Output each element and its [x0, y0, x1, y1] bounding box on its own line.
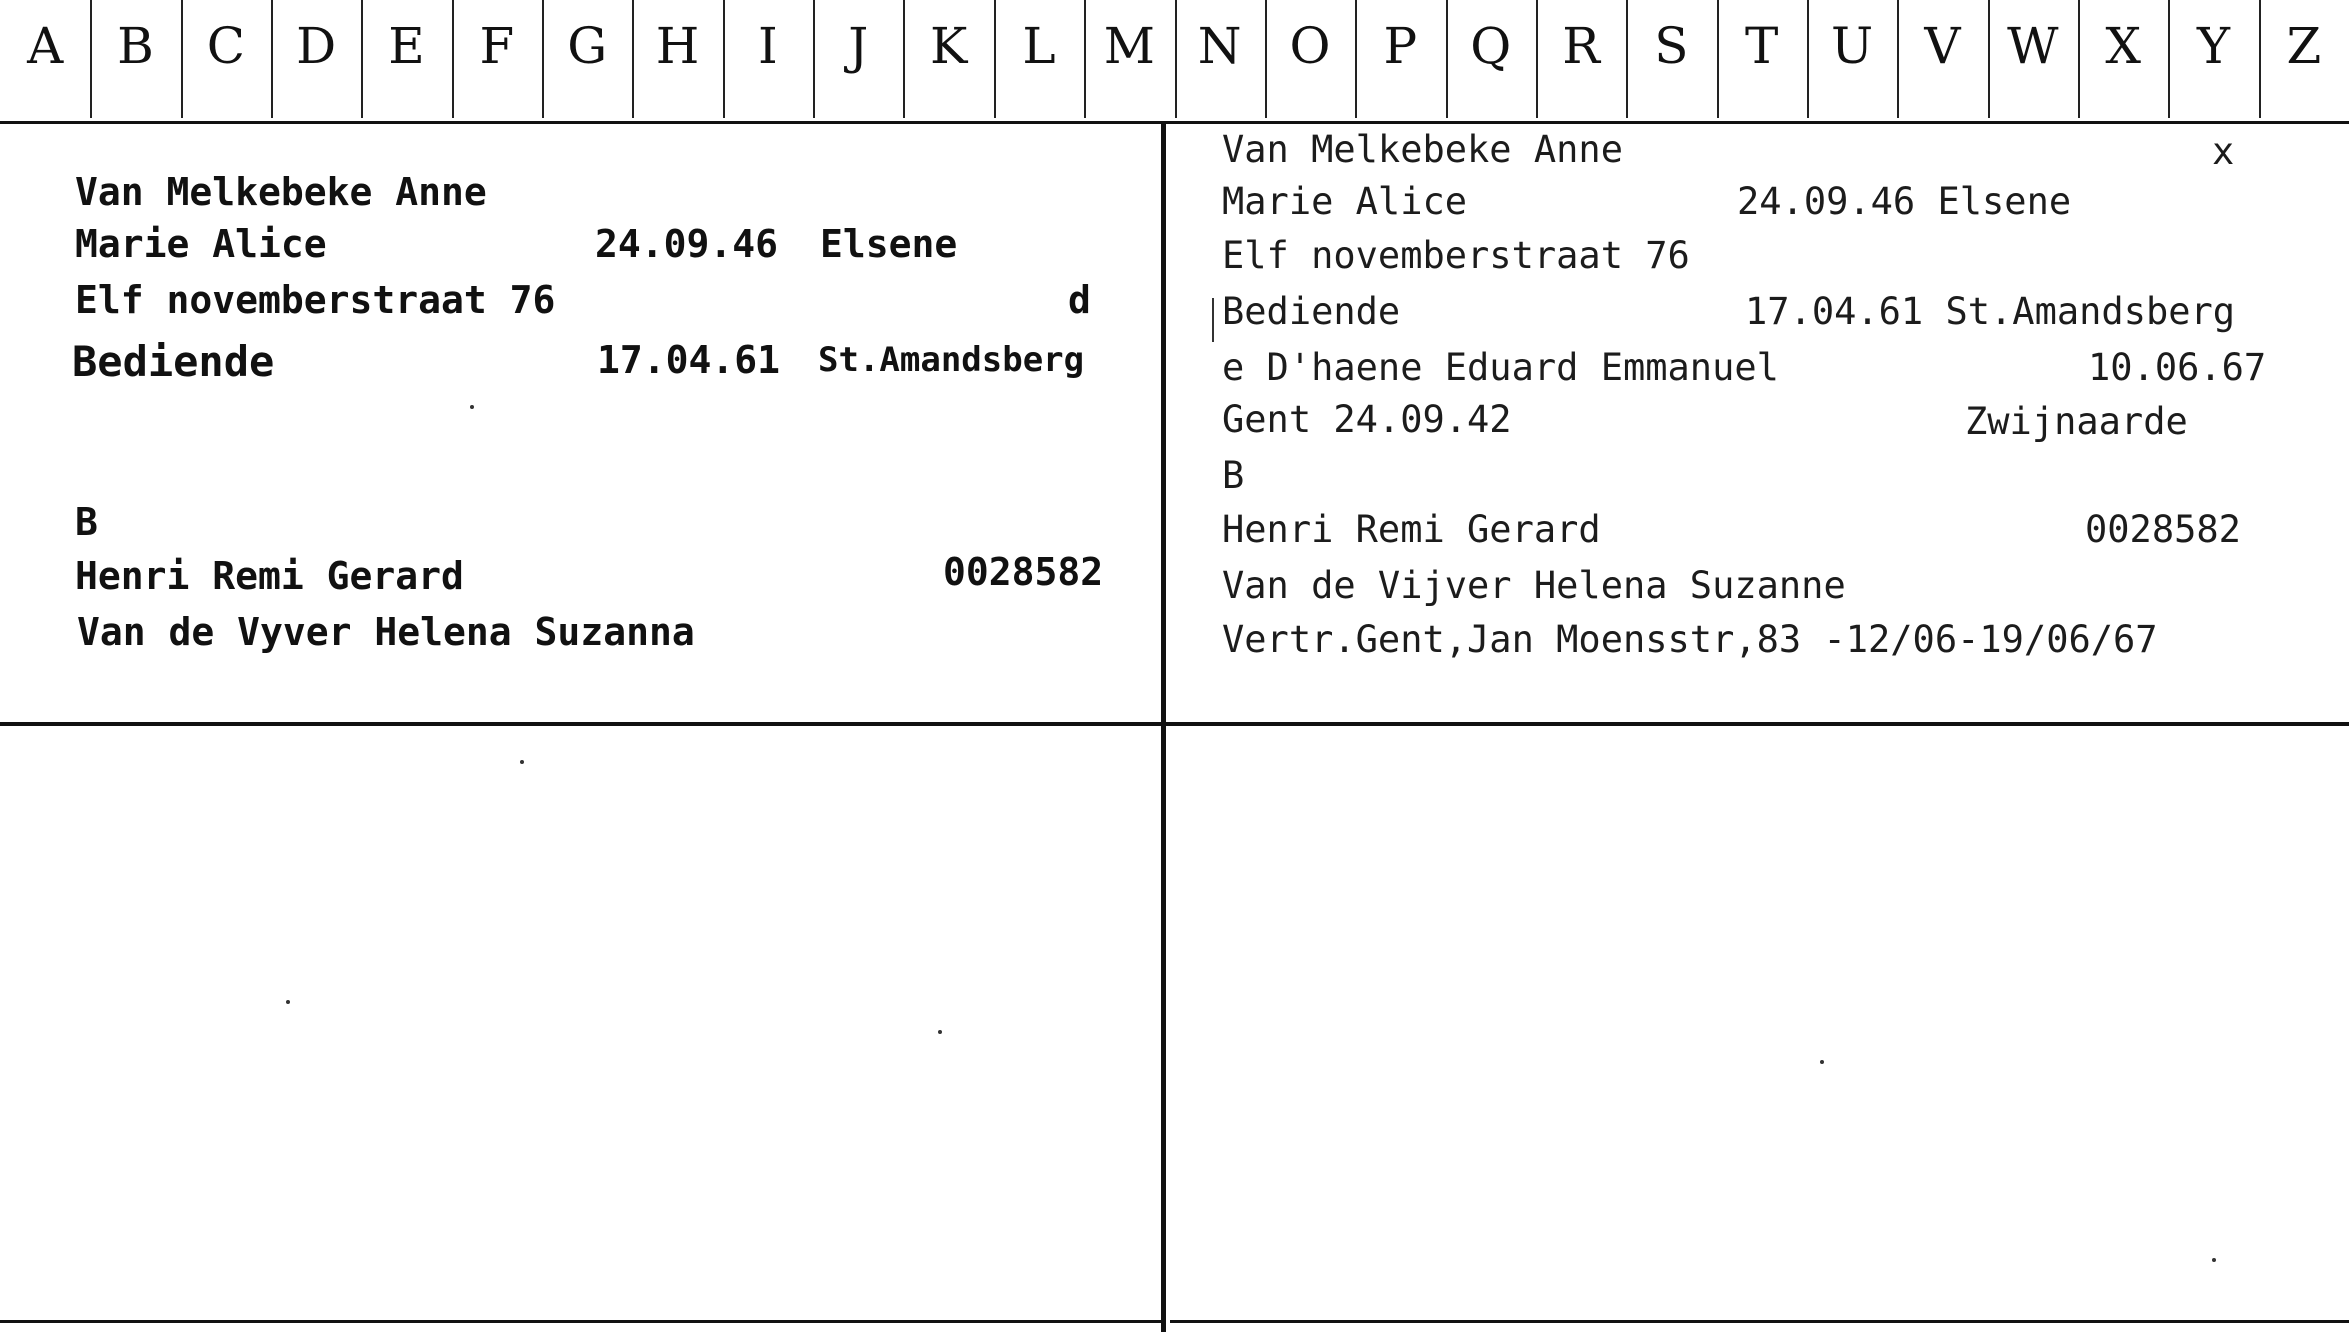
- index-letter-label: I: [758, 17, 778, 75]
- index-letter-label: P: [1383, 17, 1418, 75]
- index-separator: [632, 0, 634, 118]
- index-separator: [1988, 0, 1990, 118]
- index-separator: [1355, 0, 1357, 118]
- index-letter-t: [1717, 0, 1807, 118]
- left-reg-place: St.Amandsberg: [818, 340, 1085, 380]
- index-separator: [2078, 0, 2080, 118]
- card-bottom-edge-right: [1170, 1320, 2349, 1323]
- index-letter-label: Z: [2286, 17, 2322, 75]
- right-birth: 24.09.46 Elsene: [1737, 180, 2072, 223]
- card-divider-horizontal-left: [0, 722, 1161, 726]
- index-letter-label: O: [1289, 17, 1331, 75]
- right-mark-x: x: [2212, 130, 2235, 173]
- right-given-names: Marie Alice: [1222, 180, 1468, 223]
- left-reg-date: 17.04.61: [597, 338, 781, 382]
- index-separator: [181, 0, 183, 118]
- left-given-names: Marie Alice: [75, 222, 327, 266]
- index-letter-h: [632, 0, 722, 118]
- index-letter-z: [2259, 0, 2349, 118]
- right-spouse: e D'haene Eduard Emmanuel: [1222, 346, 1779, 389]
- right-father: Henri Remi Gerard: [1222, 508, 1601, 551]
- index-letter-v: [1897, 0, 1987, 118]
- card-bottom-edge-left: [0, 1320, 1161, 1323]
- left-mark-d: d: [1068, 278, 1091, 322]
- index-letter-w: [1988, 0, 2078, 118]
- index-letter-label: L: [1022, 17, 1056, 75]
- index-letter-e: [361, 0, 451, 118]
- index-letter-label: K: [929, 17, 968, 75]
- index-separator: [1175, 0, 1177, 118]
- index-letter-c: [181, 0, 271, 118]
- index-separator: [2168, 0, 2170, 118]
- index-separator: [1265, 0, 1267, 118]
- left-number: 0028582: [943, 550, 1104, 594]
- index-separator: [452, 0, 454, 118]
- index-letter-f: [452, 0, 542, 118]
- index-separator: [542, 0, 544, 118]
- index-letter-label: N: [1197, 17, 1242, 75]
- left-birth-date: 24.09.46: [595, 222, 779, 266]
- index-letter-label: D: [296, 17, 337, 75]
- right-number: 0028582: [2085, 508, 2241, 551]
- right-departure: Vertr.Gent,Jan Moensstr,83 -12/06-19/06/67: [1222, 618, 2158, 661]
- index-letter-a: [0, 0, 90, 118]
- index-separator: [1626, 0, 1628, 118]
- index-letter-label: S: [1654, 17, 1689, 75]
- index-letter-l: [994, 0, 1084, 118]
- index-letter-label: C: [206, 17, 245, 75]
- index-letter-d: [271, 0, 361, 118]
- index-letter-label: R: [1562, 17, 1600, 75]
- left-birth-place: Elsene: [820, 222, 958, 266]
- card-divider-vertical: [1161, 124, 1166, 1332]
- right-spouse-date: 10.06.67: [2088, 346, 2267, 389]
- left-letter-b: B: [75, 500, 98, 544]
- right-letter-b: B: [1222, 454, 1245, 497]
- index-separator: [1897, 0, 1899, 118]
- index-separator: [90, 0, 92, 118]
- speck: [520, 760, 524, 764]
- right-occupation: Bediende: [1222, 290, 1401, 333]
- right-mother: Van de Vijver Helena Suzanne: [1222, 564, 1846, 607]
- index-separator: [361, 0, 363, 118]
- index-letter-s: [1626, 0, 1716, 118]
- index-letter-i: [723, 0, 813, 118]
- index-letter-n: [1175, 0, 1265, 118]
- speck: [1820, 1060, 1824, 1064]
- index-letter-label: U: [1831, 17, 1874, 75]
- index-letter-m: [1084, 0, 1174, 118]
- left-father: Henri Remi Gerard: [75, 554, 464, 598]
- index-letter-y: [2168, 0, 2258, 118]
- index-separator: [1807, 0, 1809, 118]
- index-letter-label: W: [2007, 17, 2059, 75]
- index-separator: [1536, 0, 1538, 118]
- index-separator: [2259, 0, 2261, 118]
- speck: [286, 1000, 290, 1004]
- speck: [938, 1030, 942, 1034]
- index-separator: [271, 0, 273, 118]
- left-occupation: Bediende: [72, 337, 275, 386]
- left-name: Van Melkebeke Anne: [75, 170, 487, 214]
- left-mother: Van de Vyver Helena Suzanna: [77, 610, 695, 654]
- index-letter-label: A: [27, 17, 64, 75]
- typing-mark: [1212, 298, 1214, 342]
- right-reg: 17.04.61 St.Amandsberg: [1745, 290, 2236, 333]
- index-separator: [994, 0, 996, 118]
- index-letter-label: T: [1745, 17, 1779, 75]
- right-name: Van Melkebeke Anne: [1222, 128, 1623, 171]
- index-separator: [813, 0, 815, 118]
- index-letter-label: J: [848, 17, 869, 75]
- index-separator: [1084, 0, 1086, 118]
- index-letter-o: [1265, 0, 1355, 118]
- index-letter-label: M: [1103, 17, 1155, 75]
- card-divider-horizontal-right: [1166, 722, 2349, 726]
- index-separator: [1446, 0, 1448, 118]
- index-letter-q: [1446, 0, 1536, 118]
- speck: [470, 405, 474, 409]
- index-letter-p: [1355, 0, 1445, 118]
- index-separator: [903, 0, 905, 118]
- index-letter-g: [542, 0, 632, 118]
- index-letter-j: [813, 0, 903, 118]
- alphabet-index-strip: [0, 0, 2349, 124]
- index-letter-label: V: [1924, 17, 1961, 75]
- index-separator: [1717, 0, 1719, 118]
- right-address: Elf novemberstraat 76: [1222, 234, 1690, 277]
- index-letter-k: [903, 0, 993, 118]
- index-letter-label: X: [2105, 17, 2141, 75]
- index-letter-label: E: [388, 17, 425, 75]
- index-letter-label: Q: [1470, 17, 1512, 75]
- index-letter-label: B: [117, 17, 154, 75]
- index-letter-u: [1807, 0, 1897, 118]
- index-letter-x: [2078, 0, 2168, 118]
- index-letter-r: [1536, 0, 1626, 118]
- index-separator: [723, 0, 725, 118]
- left-address: Elf novemberstraat 76: [75, 278, 556, 322]
- index-letter-label: Y: [2196, 17, 2230, 75]
- speck: [2212, 1258, 2216, 1262]
- index-letter-label: F: [479, 17, 515, 75]
- index-letter-b: [90, 0, 180, 118]
- right-spouse-place: Zwijnaarde: [1965, 400, 2188, 443]
- index-letter-label: H: [655, 17, 700, 75]
- right-spouse-birth: Gent 24.09.42: [1222, 398, 1512, 441]
- index-letter-label: G: [567, 17, 608, 75]
